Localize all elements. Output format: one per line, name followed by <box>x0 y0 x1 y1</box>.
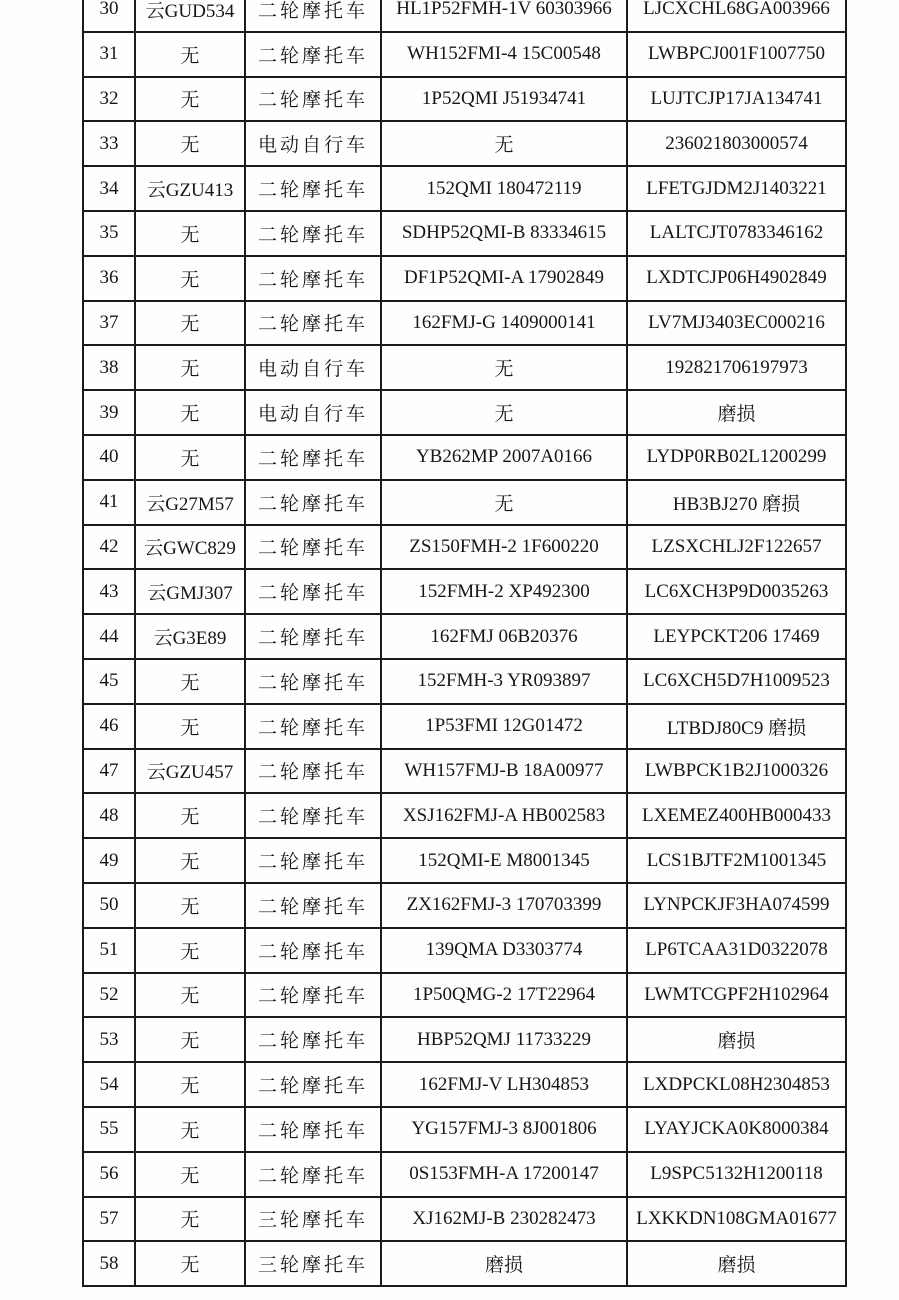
cell-plate-number: 无 <box>135 1197 245 1242</box>
cell-vin-number: 磨损 <box>627 390 846 435</box>
cell-vin-number: 236021803000574 <box>627 121 846 166</box>
cell-row-number: 41 <box>83 480 135 525</box>
cell-row-number: 46 <box>83 704 135 749</box>
vehicle-registry-table <box>82 0 847 1287</box>
cell-plate-number: 云GUD534 <box>135 0 245 32</box>
table-row <box>83 166 846 211</box>
cell-row-number: 52 <box>83 973 135 1018</box>
cell-vin-number: LYNPCKJF3HA074599 <box>627 883 846 928</box>
cell-plate-number: 无 <box>135 77 245 122</box>
table-row <box>83 0 846 32</box>
cell-plate-number: 无 <box>135 435 245 480</box>
cell-row-number: 32 <box>83 77 135 122</box>
cell-plate-number: 无 <box>135 32 245 77</box>
cell-engine-number: HL1P52FMH-1V 60303966 <box>381 0 627 32</box>
cell-vehicle-type: 二轮摩托车 <box>245 749 381 794</box>
cell-plate-number: 无 <box>135 928 245 973</box>
cell-vehicle-type: 二轮摩托车 <box>245 435 381 480</box>
cell-vehicle-type: 二轮摩托车 <box>245 480 381 525</box>
cell-vin-number: LTBDJ80C9 磨损 <box>627 704 846 749</box>
table-row <box>83 659 846 704</box>
cell-row-number: 51 <box>83 928 135 973</box>
cell-vehicle-type: 二轮摩托车 <box>245 569 381 614</box>
cell-plate-number: 无 <box>135 256 245 301</box>
cell-row-number: 40 <box>83 435 135 480</box>
cell-engine-number: 1P52QMI J51934741 <box>381 77 627 122</box>
table-row <box>83 704 846 749</box>
cell-engine-number: 152QMI-E M8001345 <box>381 838 627 883</box>
cell-row-number: 34 <box>83 166 135 211</box>
cell-engine-number: 无 <box>381 390 627 435</box>
cell-row-number: 53 <box>83 1017 135 1062</box>
cell-engine-number: WH152FMI-4 15C00548 <box>381 32 627 77</box>
cell-engine-number: 无 <box>381 480 627 525</box>
table-row <box>83 1152 846 1197</box>
cell-engine-number: ZS150FMH-2 1F600220 <box>381 525 627 570</box>
cell-plate-number: 无 <box>135 121 245 166</box>
cell-row-number: 56 <box>83 1152 135 1197</box>
cell-vin-number: LJCXCHL68GA003966 <box>627 0 846 32</box>
cell-plate-number: 无 <box>135 883 245 928</box>
table-row <box>83 345 846 390</box>
table-row <box>83 928 846 973</box>
cell-vin-number: 磨损 <box>627 1241 846 1286</box>
cell-engine-number: 1P50QMG-2 17T22964 <box>381 973 627 1018</box>
cell-engine-number: 152FMH-3 YR093897 <box>381 659 627 704</box>
table-row <box>83 77 846 122</box>
cell-vehicle-type: 电动自行车 <box>245 390 381 435</box>
cell-vehicle-type: 二轮摩托车 <box>245 838 381 883</box>
cell-vin-number: LYDP0RB02L1200299 <box>627 435 846 480</box>
cell-plate-number: 云GZU457 <box>135 749 245 794</box>
table-row <box>83 749 846 794</box>
cell-engine-number: 162FMJ 06B20376 <box>381 614 627 659</box>
cell-engine-number: 1P53FMI 12G01472 <box>381 704 627 749</box>
table-row <box>83 614 846 659</box>
cell-plate-number: 云G27M57 <box>135 480 245 525</box>
cell-engine-number: YG157FMJ-3 8J001806 <box>381 1107 627 1152</box>
cell-row-number: 54 <box>83 1062 135 1107</box>
table-row <box>83 1197 846 1242</box>
cell-row-number: 42 <box>83 525 135 570</box>
cell-engine-number: 162FMJ-V LH304853 <box>381 1062 627 1107</box>
cell-engine-number: 162FMJ-G 1409000141 <box>381 301 627 346</box>
cell-plate-number: 无 <box>135 390 245 435</box>
table-row <box>83 390 846 435</box>
cell-vehicle-type: 电动自行车 <box>245 121 381 166</box>
cell-engine-number: YB262MP 2007A0166 <box>381 435 627 480</box>
cell-row-number: 58 <box>83 1241 135 1286</box>
cell-row-number: 38 <box>83 345 135 390</box>
cell-vehicle-type: 三轮摩托车 <box>245 1241 381 1286</box>
cell-vin-number: LYAYJCKA0K8000384 <box>627 1107 846 1152</box>
cell-engine-number: DF1P52QMI-A 17902849 <box>381 256 627 301</box>
cell-vehicle-type: 二轮摩托车 <box>245 973 381 1018</box>
cell-vehicle-type: 二轮摩托车 <box>245 704 381 749</box>
cell-plate-number: 无 <box>135 345 245 390</box>
cell-vin-number: LXKKDN108GMA01677 <box>627 1197 846 1242</box>
cell-plate-number: 无 <box>135 838 245 883</box>
table-row <box>83 256 846 301</box>
cell-plate-number: 云GMJ307 <box>135 569 245 614</box>
vehicle-table-body <box>83 0 846 1286</box>
cell-vin-number: LC6XCH3P9D0035263 <box>627 569 846 614</box>
cell-row-number: 47 <box>83 749 135 794</box>
cell-engine-number: 无 <box>381 345 627 390</box>
table-row <box>83 121 846 166</box>
cell-vin-number: LEYPCKT206 17469 <box>627 614 846 659</box>
cell-row-number: 39 <box>83 390 135 435</box>
cell-vehicle-type: 二轮摩托车 <box>245 1017 381 1062</box>
cell-plate-number: 无 <box>135 1017 245 1062</box>
cell-vehicle-type: 二轮摩托车 <box>245 928 381 973</box>
table-row <box>83 973 846 1018</box>
cell-vehicle-type: 三轮摩托车 <box>245 1197 381 1242</box>
table-row <box>83 1107 846 1152</box>
cell-plate-number: 无 <box>135 301 245 346</box>
cell-vehicle-type: 电动自行车 <box>245 345 381 390</box>
cell-vehicle-type: 二轮摩托车 <box>245 1152 381 1197</box>
cell-vin-number: LC6XCH5D7H1009523 <box>627 659 846 704</box>
cell-vehicle-type: 二轮摩托车 <box>245 166 381 211</box>
cell-vin-number: LXDTCJP06H4902849 <box>627 256 846 301</box>
table-row <box>83 211 846 256</box>
cell-engine-number: 139QMA D3303774 <box>381 928 627 973</box>
cell-row-number: 37 <box>83 301 135 346</box>
cell-plate-number: 无 <box>135 973 245 1018</box>
table-row <box>83 1241 846 1286</box>
cell-row-number: 50 <box>83 883 135 928</box>
cell-vin-number: L9SPC5132H1200118 <box>627 1152 846 1197</box>
cell-row-number: 44 <box>83 614 135 659</box>
cell-vin-number: 192821706197973 <box>627 345 846 390</box>
cell-row-number: 49 <box>83 838 135 883</box>
cell-row-number: 35 <box>83 211 135 256</box>
table-row <box>83 569 846 614</box>
cell-engine-number: SDHP52QMI-B 83334615 <box>381 211 627 256</box>
cell-row-number: 43 <box>83 569 135 614</box>
cell-engine-number: 0S153FMH-A 17200147 <box>381 1152 627 1197</box>
cell-row-number: 57 <box>83 1197 135 1242</box>
cell-plate-number: 无 <box>135 1062 245 1107</box>
cell-row-number: 31 <box>83 32 135 77</box>
cell-plate-number: 无 <box>135 211 245 256</box>
cell-vin-number: LP6TCAA31D0322078 <box>627 928 846 973</box>
cell-vehicle-type: 二轮摩托车 <box>245 77 381 122</box>
cell-plate-number: 无 <box>135 704 245 749</box>
table-row <box>83 1017 846 1062</box>
cell-engine-number: 152QMI 180472119 <box>381 166 627 211</box>
cell-vehicle-type: 二轮摩托车 <box>245 614 381 659</box>
table-row <box>83 525 846 570</box>
cell-vehicle-type: 二轮摩托车 <box>245 883 381 928</box>
cell-engine-number: 无 <box>381 121 627 166</box>
cell-vehicle-type: 二轮摩托车 <box>245 211 381 256</box>
table-row <box>83 301 846 346</box>
cell-engine-number: HBP52QMJ 11733229 <box>381 1017 627 1062</box>
cell-vehicle-type: 二轮摩托车 <box>245 256 381 301</box>
cell-plate-number: 云G3E89 <box>135 614 245 659</box>
cell-vehicle-type: 二轮摩托车 <box>245 1062 381 1107</box>
table-row <box>83 32 846 77</box>
cell-vehicle-type: 二轮摩托车 <box>245 1107 381 1152</box>
cell-vehicle-type: 二轮摩托车 <box>245 793 381 838</box>
cell-plate-number: 无 <box>135 1107 245 1152</box>
cell-plate-number: 云GZU413 <box>135 166 245 211</box>
cell-vehicle-type: 二轮摩托车 <box>245 659 381 704</box>
cell-vin-number: LV7MJ3403EC000216 <box>627 301 846 346</box>
table-sheet <box>82 0 847 1287</box>
cell-vin-number: LALTCJT0783346162 <box>627 211 846 256</box>
cell-plate-number: 无 <box>135 659 245 704</box>
table-row <box>83 1062 846 1107</box>
cell-vehicle-type: 二轮摩托车 <box>245 525 381 570</box>
cell-vin-number: LFETGJDM2J1403221 <box>627 166 846 211</box>
table-row <box>83 883 846 928</box>
cell-engine-number: 152FMH-2 XP492300 <box>381 569 627 614</box>
cell-vehicle-type: 二轮摩托车 <box>245 301 381 346</box>
cell-row-number: 45 <box>83 659 135 704</box>
cell-vin-number: LWBPCK1B2J1000326 <box>627 749 846 794</box>
cell-vin-number: LZSXCHLJ2F122657 <box>627 525 846 570</box>
table-row <box>83 435 846 480</box>
table-row <box>83 793 846 838</box>
cell-row-number: 48 <box>83 793 135 838</box>
table-row <box>83 480 846 525</box>
cell-row-number: 36 <box>83 256 135 301</box>
cell-vin-number: HB3BJ270 磨损 <box>627 480 846 525</box>
cell-row-number: 33 <box>83 121 135 166</box>
cell-plate-number: 无 <box>135 1241 245 1286</box>
cell-engine-number: ZX162FMJ-3 170703399 <box>381 883 627 928</box>
cell-vin-number: LCS1BJTF2M1001345 <box>627 838 846 883</box>
cell-vin-number: LWMTCGPF2H102964 <box>627 973 846 1018</box>
cell-vin-number: LUJTCJP17JA134741 <box>627 77 846 122</box>
cell-plate-number: 云GWC829 <box>135 525 245 570</box>
cell-engine-number: WH157FMJ-B 18A00977 <box>381 749 627 794</box>
cell-engine-number: XJ162MJ-B 230282473 <box>381 1197 627 1242</box>
cell-vehicle-type: 二轮摩托车 <box>245 0 381 32</box>
cell-plate-number: 无 <box>135 793 245 838</box>
cell-vehicle-type: 二轮摩托车 <box>245 32 381 77</box>
cell-vin-number: 磨损 <box>627 1017 846 1062</box>
cell-row-number: 55 <box>83 1107 135 1152</box>
table-row <box>83 838 846 883</box>
cell-plate-number: 无 <box>135 1152 245 1197</box>
cell-vin-number: LXDPCKL08H2304853 <box>627 1062 846 1107</box>
cell-engine-number: XSJ162FMJ-A HB002583 <box>381 793 627 838</box>
cell-vin-number: LXEMEZ400HB000433 <box>627 793 846 838</box>
cell-row-number: 30 <box>83 0 135 32</box>
cell-engine-number: 磨损 <box>381 1241 627 1286</box>
cell-vin-number: LWBPCJ001F1007750 <box>627 32 846 77</box>
